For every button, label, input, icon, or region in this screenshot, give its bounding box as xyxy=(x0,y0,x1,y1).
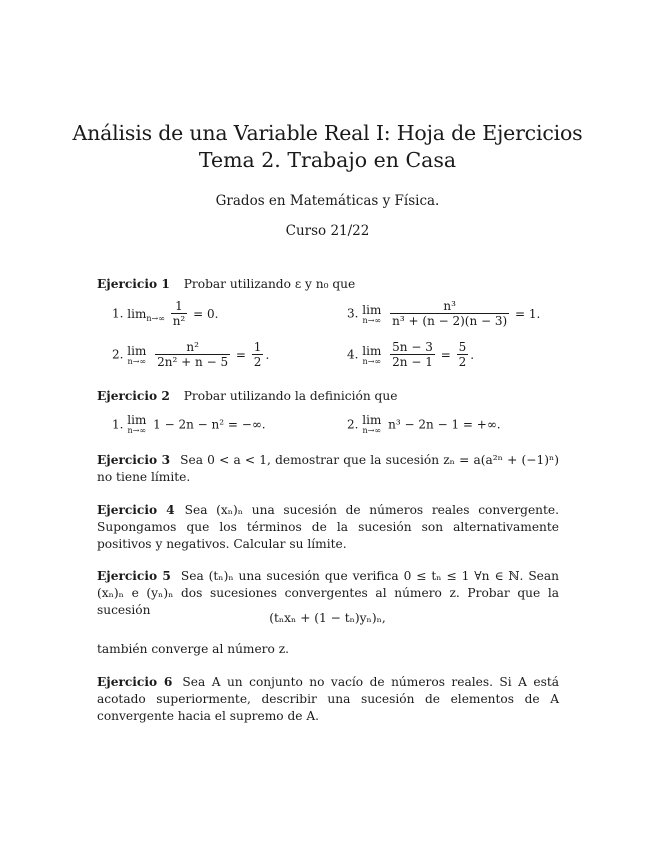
ex1-item-2 xyxy=(112,341,269,369)
expression: n³ − 2n − 1 = +∞. xyxy=(388,417,501,432)
lim-word: lim xyxy=(362,302,382,317)
fraction-half xyxy=(252,341,264,369)
numerator: 5n − 3 xyxy=(392,340,433,354)
exercise-6-label: Ejercicio 6 xyxy=(97,675,173,689)
equals-sign: = xyxy=(235,348,246,362)
item-number: 1. xyxy=(112,417,124,432)
exercise-3-text: Sea 0 < a < 1, demostrar que la sucesión zₙ = a(a²ⁿ + (−1)ⁿ) no tiene límite. xyxy=(97,453,559,484)
denominator: 2n − 1 xyxy=(392,355,433,369)
limit xyxy=(127,345,146,366)
denominator: n² xyxy=(172,314,186,328)
exercise-2-label: Ejercicio 2 xyxy=(97,389,170,403)
expression: 1 − 2n − n² = −∞. xyxy=(153,417,266,432)
lim-word: lim xyxy=(127,413,147,427)
period: . xyxy=(265,348,270,362)
exercise-5-label: Ejercicio 5 xyxy=(97,569,171,583)
denominator: 2 xyxy=(253,355,262,369)
equals-value: = 1. xyxy=(515,307,541,321)
lim-subscript: n→∞ xyxy=(127,356,147,366)
numerator: 1 xyxy=(175,299,183,313)
numerator: n³ xyxy=(443,299,456,313)
item-number: 4. xyxy=(347,347,359,362)
exercise-1-text: Probar utilizando ε y n₀ que xyxy=(183,277,356,291)
exercise-4-label: Ejercicio 4 xyxy=(97,503,175,517)
exercise-2-heading xyxy=(97,388,397,404)
fraction xyxy=(390,300,509,328)
lim-subscript: n→∞ xyxy=(362,315,382,325)
exercise-3 xyxy=(97,452,559,486)
lim-subscript: n→∞ xyxy=(362,356,382,366)
equals-value: = 0. xyxy=(193,307,219,321)
exercise-6 xyxy=(97,674,559,724)
limit xyxy=(362,304,381,325)
degrees-line: Grados en Matemáticas y Física. xyxy=(215,193,440,209)
item-number: 1. xyxy=(112,306,124,321)
numerator: 5 xyxy=(458,340,467,354)
fraction xyxy=(155,341,230,369)
exercise-5-after: también converge al número z. xyxy=(97,642,290,656)
lim-subscript: n→∞ xyxy=(146,313,165,323)
ex2-item-2 xyxy=(347,414,501,435)
fraction xyxy=(390,341,435,369)
exercise-1-label: Ejercicio 1 xyxy=(97,277,170,291)
item-number: 3. xyxy=(347,306,359,321)
ex1-item-4 xyxy=(347,341,474,369)
lim-subscript: n→∞ xyxy=(362,426,382,435)
limit xyxy=(127,414,146,435)
exercise-5-text: Sea (tₙ)ₙ una sucesión que verifica 0 ≤ tₙ ≤ 1 ∀n ∈ ℕ. Sean (xₙ)ₙ e (yₙ)ₙ dos sucesiones convergentes al número z. Probar que la sucesión xyxy=(97,569,560,617)
equals-sign: = xyxy=(440,348,451,362)
course-line: Curso 21/22 xyxy=(285,223,370,239)
exercise-3-label: Ejercicio 3 xyxy=(97,453,171,467)
page-subtitle: Tema 2. Trabajo en Casa xyxy=(198,148,457,172)
item-number: 2. xyxy=(112,347,124,362)
lim-word: lim xyxy=(362,343,382,358)
page-title: Análisis de una Variable Real I: Hoja de Ejercicios xyxy=(72,121,583,145)
ex1-item-1 xyxy=(112,300,218,328)
denominator: 2 xyxy=(458,355,467,369)
exercise-5-formula: (tₙxₙ + (1 − tₙ)yₙ)ₙ, xyxy=(269,611,386,625)
limit xyxy=(362,414,381,435)
lim-word: lim xyxy=(127,307,147,321)
lim-subscript: n→∞ xyxy=(127,426,147,435)
numerator: 1 xyxy=(253,340,262,354)
lim-word: lim xyxy=(362,413,382,427)
denominator: n³ + (n − 2)(n − 3) xyxy=(392,314,508,328)
exercise-4-text: Sea (xₙ)ₙ una sucesión de números reales convergente. Supongamos que los términos de la sucesión son alternativamente positivos y negativos. Calcular su límite. xyxy=(97,503,559,551)
fraction-five-halves xyxy=(457,341,469,369)
ex2-item-1 xyxy=(112,414,266,435)
denominator: 2n² + n − 5 xyxy=(157,355,229,369)
exercise-4 xyxy=(97,502,559,552)
exercise-2-text: Probar utilizando la definición que xyxy=(183,389,398,403)
exercise-6-text: Sea A un conjunto no vacío de números reales. Si A está acotado superiormente, describir una sucesión de elementos de A convergente hacia el supremo de A. xyxy=(97,675,559,723)
ex1-item-3 xyxy=(347,300,540,328)
lim-word: lim xyxy=(127,343,147,358)
item-number: 2. xyxy=(347,417,359,432)
limit xyxy=(362,345,381,366)
fraction xyxy=(171,300,188,328)
exercise-1-heading xyxy=(97,276,355,292)
period: . xyxy=(470,348,475,362)
numerator: n² xyxy=(186,340,199,354)
